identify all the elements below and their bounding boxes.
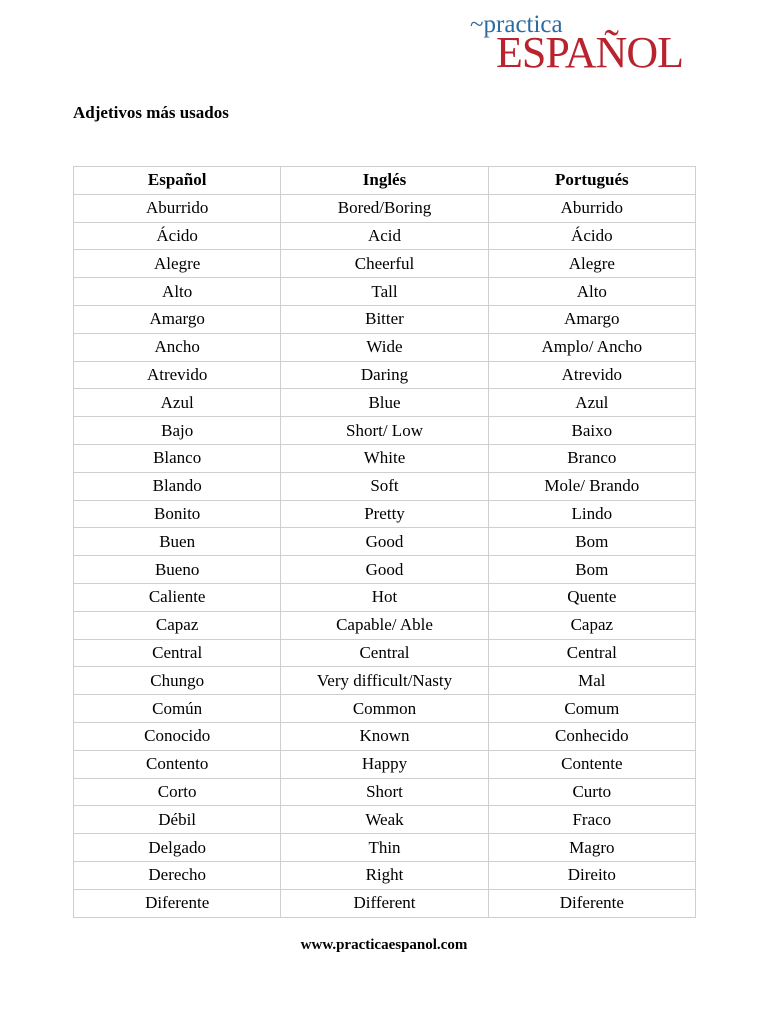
table-row xyxy=(74,444,696,472)
cell-espanol: Blando xyxy=(74,472,281,500)
table-row xyxy=(74,778,696,806)
cell-espanol: Derecho xyxy=(74,861,281,889)
cell-espanol: Ancho xyxy=(74,333,281,361)
cell-portugues: Curto xyxy=(488,778,695,806)
table-row xyxy=(74,695,696,723)
cell-ingles: Hot xyxy=(281,583,488,611)
cell-ingles: Weak xyxy=(281,806,488,834)
cell-espanol: Caliente xyxy=(74,583,281,611)
table-row xyxy=(74,417,696,445)
table-row xyxy=(74,639,696,667)
cell-portugues: Comum xyxy=(488,695,695,723)
column-header-ingles: Inglés xyxy=(281,167,488,195)
cell-espanol: Conocido xyxy=(74,722,281,750)
cell-portugues: Atrevido xyxy=(488,361,695,389)
cell-portugues: Mole/ Brando xyxy=(488,472,695,500)
cell-ingles: Short/ Low xyxy=(281,417,488,445)
cell-portugues: Alegre xyxy=(488,250,695,278)
cell-ingles: Central xyxy=(281,639,488,667)
cell-espanol: Blanco xyxy=(74,444,281,472)
table-row xyxy=(74,333,696,361)
cell-ingles: Tall xyxy=(281,278,488,306)
table-row xyxy=(74,528,696,556)
cell-espanol: Común xyxy=(74,695,281,723)
cell-ingles: Good xyxy=(281,556,488,584)
table-row xyxy=(74,389,696,417)
cell-ingles: Different xyxy=(281,889,488,917)
table-row xyxy=(74,583,696,611)
column-header-portugues: Portugués xyxy=(488,167,695,195)
cell-portugues: Contente xyxy=(488,750,695,778)
cell-espanol: Bueno xyxy=(74,556,281,584)
cell-espanol: Azul xyxy=(74,389,281,417)
cell-espanol: Delgado xyxy=(74,834,281,862)
cell-ingles: Common xyxy=(281,695,488,723)
cell-ingles: Thin xyxy=(281,834,488,862)
cell-espanol: Corto xyxy=(74,778,281,806)
table-row xyxy=(74,861,696,889)
cell-portugues: Alto xyxy=(488,278,695,306)
cell-espanol: Diferente xyxy=(74,889,281,917)
cell-ingles: Cheerful xyxy=(281,250,488,278)
table-row xyxy=(74,556,696,584)
cell-portugues: Fraco xyxy=(488,806,695,834)
cell-espanol: Débil xyxy=(74,806,281,834)
table-body xyxy=(74,194,696,917)
table-row xyxy=(74,834,696,862)
table-row xyxy=(74,806,696,834)
logo-main-text: ESPAÑOL xyxy=(496,28,683,77)
cell-espanol: Chungo xyxy=(74,667,281,695)
cell-portugues: Bom xyxy=(488,556,695,584)
cell-ingles: Capable/ Able xyxy=(281,611,488,639)
table-row xyxy=(74,667,696,695)
cell-portugues: Central xyxy=(488,639,695,667)
cell-portugues: Amplo/ Ancho xyxy=(488,333,695,361)
cell-ingles: Bitter xyxy=(281,305,488,333)
cell-ingles: Acid xyxy=(281,222,488,250)
cell-portugues: Direito xyxy=(488,861,695,889)
cell-ingles: White xyxy=(281,444,488,472)
cell-portugues: Lindo xyxy=(488,500,695,528)
cell-ingles: Happy xyxy=(281,750,488,778)
table-row xyxy=(74,500,696,528)
table-row xyxy=(74,250,696,278)
table-row xyxy=(74,361,696,389)
table-row xyxy=(74,611,696,639)
cell-espanol: Alto xyxy=(74,278,281,306)
cell-ingles: Wide xyxy=(281,333,488,361)
cell-espanol: Contento xyxy=(74,750,281,778)
cell-espanol: Capaz xyxy=(74,611,281,639)
cell-portugues: Quente xyxy=(488,583,695,611)
table-row xyxy=(74,750,696,778)
table-row xyxy=(74,305,696,333)
cell-portugues: Baixo xyxy=(488,417,695,445)
cell-ingles: Good xyxy=(281,528,488,556)
cell-ingles: Pretty xyxy=(281,500,488,528)
cell-portugues: Conhecido xyxy=(488,722,695,750)
table-row xyxy=(74,194,696,222)
cell-ingles: Right xyxy=(281,861,488,889)
cell-espanol: Ácido xyxy=(74,222,281,250)
practica-espanol-logo xyxy=(470,11,683,77)
cell-espanol: Aburrido xyxy=(74,194,281,222)
cell-portugues: Ácido xyxy=(488,222,695,250)
cell-portugues: Azul xyxy=(488,389,695,417)
cell-portugues: Mal xyxy=(488,667,695,695)
table-row xyxy=(74,278,696,306)
logo-top-text: ~practica xyxy=(470,11,563,38)
cell-espanol: Bajo xyxy=(74,417,281,445)
table-row xyxy=(74,222,696,250)
footer-url: www.practicaespanol.com xyxy=(300,937,468,953)
table-header-row xyxy=(74,167,696,195)
cell-espanol: Buen xyxy=(74,528,281,556)
cell-ingles: Daring xyxy=(281,361,488,389)
cell-espanol: Amargo xyxy=(74,305,281,333)
cell-portugues: Branco xyxy=(488,444,695,472)
table-row xyxy=(74,889,696,917)
cell-ingles: Blue xyxy=(281,389,488,417)
cell-ingles: Soft xyxy=(281,472,488,500)
cell-portugues: Bom xyxy=(488,528,695,556)
cell-espanol: Bonito xyxy=(74,500,281,528)
cell-espanol: Alegre xyxy=(74,250,281,278)
cell-ingles: Bored/Boring xyxy=(281,194,488,222)
column-header-espanol: Español xyxy=(74,167,281,195)
cell-portugues: Aburrido xyxy=(488,194,695,222)
cell-espanol: Atrevido xyxy=(74,361,281,389)
table-row xyxy=(74,472,696,500)
cell-ingles: Very difficult/Nasty xyxy=(281,667,488,695)
adjectives-table xyxy=(73,166,696,918)
cell-portugues: Amargo xyxy=(488,305,695,333)
cell-espanol: Central xyxy=(74,639,281,667)
cell-portugues: Magro xyxy=(488,834,695,862)
cell-portugues: Diferente xyxy=(488,889,695,917)
cell-portugues: Capaz xyxy=(488,611,695,639)
cell-ingles: Short xyxy=(281,778,488,806)
document-title: Adjetivos más usados xyxy=(73,103,229,122)
cell-ingles: Known xyxy=(281,722,488,750)
table-row xyxy=(74,722,696,750)
